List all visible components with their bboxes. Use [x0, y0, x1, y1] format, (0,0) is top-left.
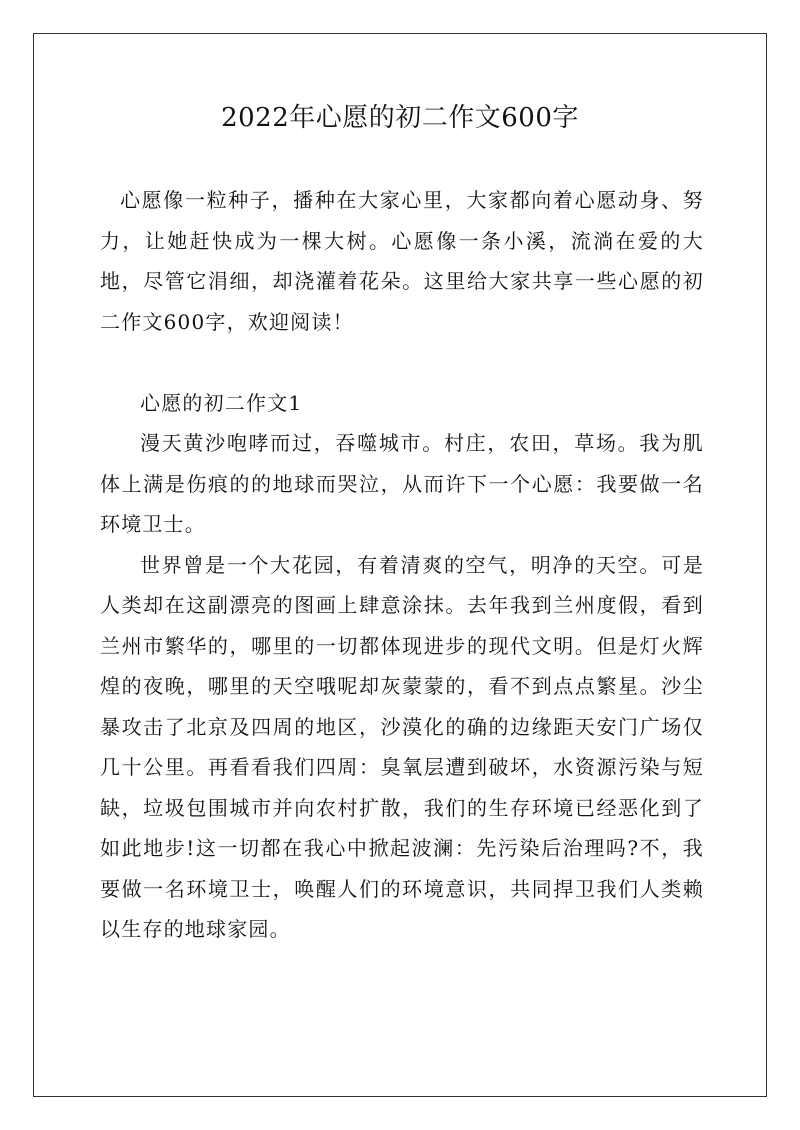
paragraph-spacer: [100, 342, 704, 383]
document-title: 2022年心愿的初二作文600字: [221, 103, 579, 133]
section-heading: 心愿的初二作文1: [140, 390, 303, 415]
intro-paragraph: 心愿像一粒种子，播种在大家心里，大家都向着心愿动身、努力，让她赶快成为一棵大树。心愿像一条小溪，流淌在爱的大地，尽管它涓细，却浇灌着花朵。这里给大家共享一些心愿的初二作文600字，欢迎阅读！: [100, 188, 704, 334]
body-paragraph: 漫天黄沙咆哮而过，吞噬城市。村庄，农田，草场。我为肌体上满是伤痕的的地球而哭泣，从而许下一个心愿：我要做一名环境卫士。: [100, 431, 704, 536]
body-paragraph: 世界曾是一个大花园，有着清爽的空气，明净的天空。可是人类却在这副漂亮的图画上肆意涂抹。去年我到兰州度假，看到兰州市繁华的，哪里的一切都体现进步的现代文明。但是灯火辉煌的夜晚，哪里的天空哦呢却灰蒙蒙的，看不到点点繁星。沙尘暴攻击了北京及四周的地区，沙漠化的确的边缘距天安门广场仅几十公里。再看看我们四周：臭氧层遭到破坏，水资源污染与短缺，垃圾包围城市并向农村扩散，我们的生存环境已经恶化到了如此地步!这一切都在我心中掀起波澜：先污染后治理吗?不，我要做一名环境卫士，唤醒人们的环境意识，共同捍卫我们人类赖以生存的地球家园。: [100, 552, 704, 941]
document-body: [100, 180, 704, 950]
